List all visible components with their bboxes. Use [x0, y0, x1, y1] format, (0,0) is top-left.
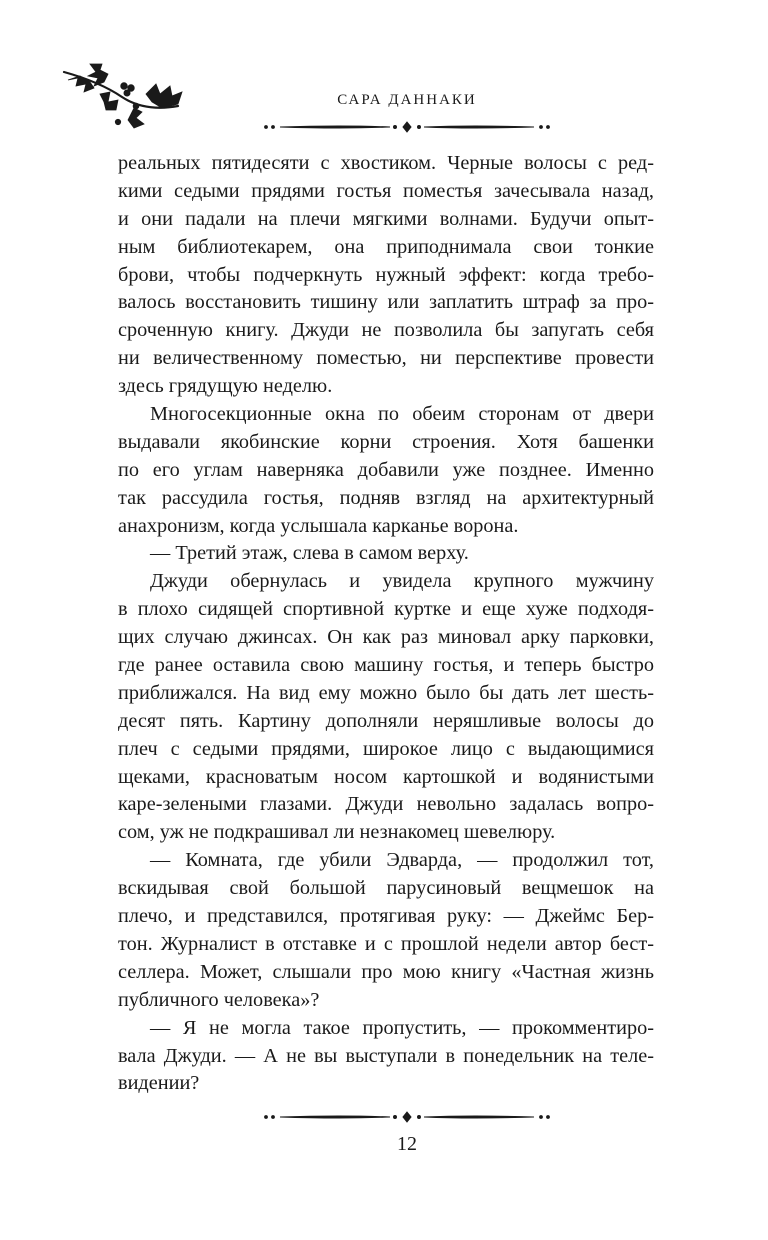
text-line: сом, уж не подкрашивал ли незнакомец шевелюру. [118, 821, 556, 844]
page-number: 12 [397, 1133, 417, 1155]
page-text [118, 150, 654, 1098]
text-line: выдавали якобинские корни строения. Хотя башенки [118, 430, 654, 453]
text-line: — Комната, где убили Эдварда, — продолжил тот, [150, 849, 654, 872]
text-line: здесь грядущую неделю. [118, 375, 333, 398]
text-line: и они падали на плечи мягкими волнами. Будучи опыт- [118, 207, 654, 230]
text-line: в плохо сидящей спортивной куртке и еще хуже подходя- [118, 598, 654, 621]
text-line: публичного человека»? [118, 988, 320, 1011]
text-line: анахронизм, когда услышала карканье ворона. [118, 514, 519, 537]
text-line: кими седыми прядями гостья поместья зачесывала назад, [118, 179, 654, 202]
text-line: — Я не могла такое пропустить, — прокомментиро- [150, 1016, 654, 1039]
text-line: плечо, и представился, протягивая руку: — Джеймс Бер- [118, 905, 654, 928]
text-line: брови, чтобы подчеркнуть нужный эффект: когда требо- [118, 263, 654, 286]
text-line: вала Джуди. — А не вы выступали в понедельник на теле- [118, 1044, 654, 1067]
text-line: Джуди обернулась и увидела крупного мужчину [150, 570, 654, 593]
text-line: вскидывая свой большой парусиновый вещмешок на [118, 877, 654, 900]
text-line: валось восстановить тишину или заплатить штраф за про- [118, 291, 654, 314]
dotted-rule-icon [262, 120, 552, 134]
text-line: каре-зелеными глазами. Джуди невольно задалась вопро- [118, 793, 654, 816]
dotted-rule-icon [262, 1110, 552, 1124]
text-line: ным библиотекарем, она приподнимала свои тонкие [118, 235, 654, 258]
text-line: по его углам наверняка добавили уже позднее. Именно [118, 458, 654, 481]
text-line: реальных пятидесяти с хвостиком. Черные волосы с ред- [118, 152, 654, 174]
text-line: где ранее оставила свою машину гостья, и теперь быстро [118, 654, 654, 677]
running-head: САРА ДАННАКИ [337, 92, 477, 108]
text-line: приближался. На вид ему можно было бы дать лет шесть- [118, 681, 654, 704]
text-line: тон. Журналист в отставке и с прошлой недели автор бест- [118, 932, 654, 955]
text-line: сроченную книгу. Джуди не позволила бы запугать себя [118, 319, 654, 342]
holly-branch-icon [60, 62, 185, 132]
text-line: щих случаю джинсах. Он как раз миновал арку парковки, [118, 626, 654, 649]
text-line: десят пять. Картину дополняли неряшливые волосы до [118, 709, 654, 732]
text-line: плеч с седыми прядями, широкое лицо с выдающимися [118, 737, 654, 760]
text-line: селлера. Может, слышали про мою книгу «Частная жизнь [118, 960, 654, 983]
text-line: так рассудила гостья, подняв взгляд на архитектурный [118, 486, 654, 509]
text-line: — Третий этаж, слева в самом верху. [150, 542, 469, 565]
text-line: Многосекционные окна по обеим сторонам от двери [150, 403, 654, 426]
text-line: видении? [118, 1072, 200, 1095]
text-line: ни величественному поместью, ни перспективе провести [118, 347, 654, 370]
text-line: щеками, красноватым носом картошкой и водянистыми [118, 765, 654, 788]
